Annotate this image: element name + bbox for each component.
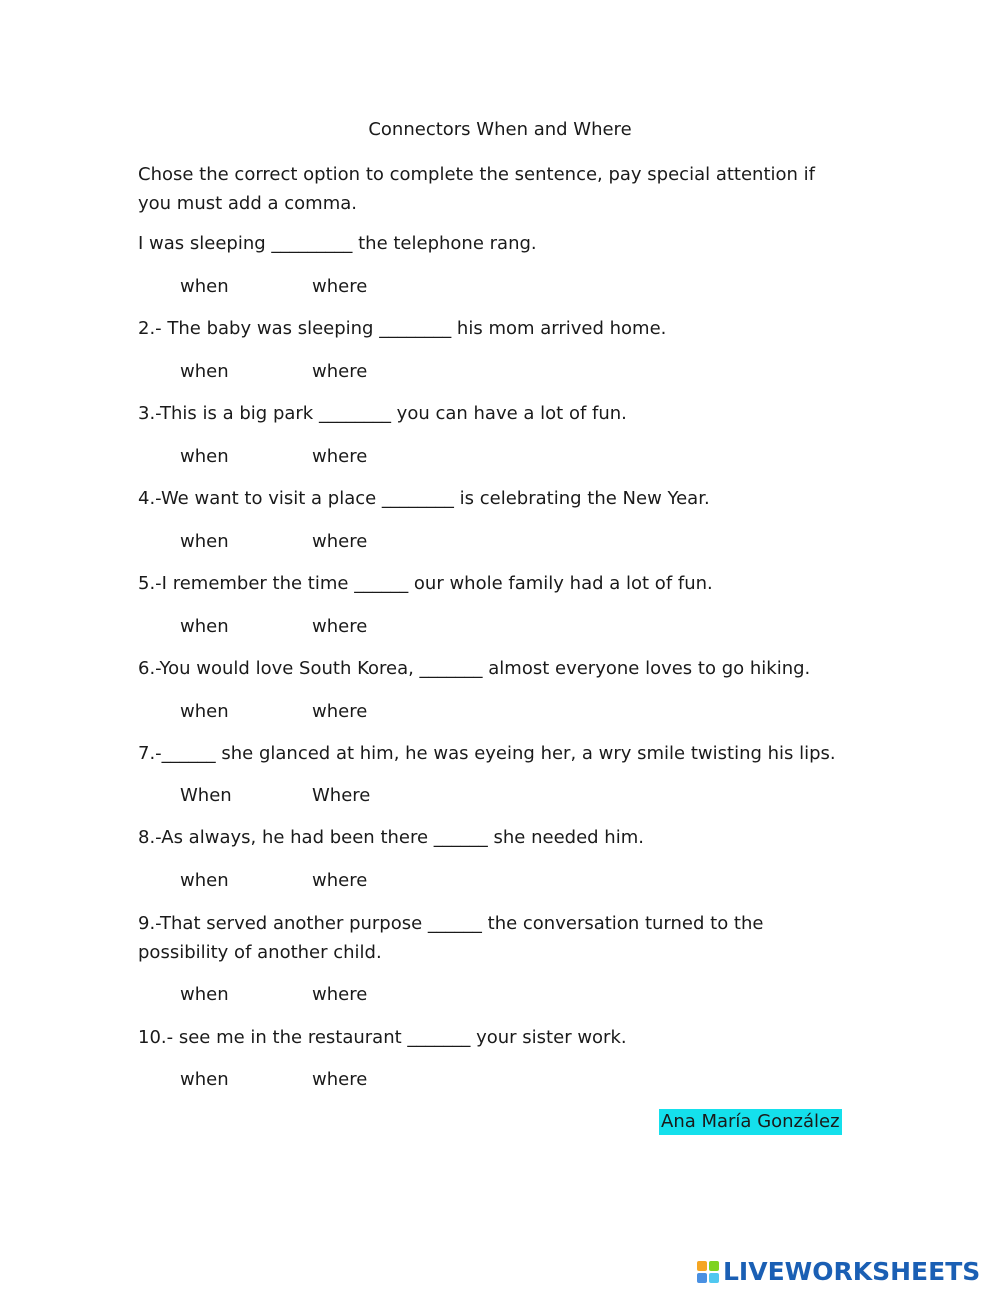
logo-tile-i xyxy=(709,1261,719,1271)
q10-option-where[interactable]: where xyxy=(312,1069,368,1090)
q3-option-when[interactable]: when xyxy=(180,446,229,467)
q7-option-when[interactable]: When xyxy=(180,785,232,806)
liveworksheets-logo xyxy=(697,1257,980,1287)
q7-option-where[interactable]: Where xyxy=(312,785,371,806)
q6-option-when[interactable]: when xyxy=(180,701,229,722)
q6-option-where[interactable]: where xyxy=(312,701,368,722)
page-title: Connectors When and Where xyxy=(368,119,632,140)
question-6: 6.-You would love South Korea, _______ almost everyone loves to go hiking. xyxy=(138,658,811,679)
q1-option-where[interactable]: where xyxy=(312,276,368,297)
author-name: Ana María González xyxy=(659,1109,842,1135)
q8-option-when[interactable]: when xyxy=(180,870,229,891)
logo-tile-e xyxy=(709,1273,719,1283)
q1-option-when[interactable]: when xyxy=(180,276,229,297)
q2-option-when[interactable]: when xyxy=(180,361,229,382)
question-3: 3.-This is a big park ________ you can have a lot of fun. xyxy=(138,403,627,424)
question-4: 4.-We want to visit a place ________ is celebrating the New Year. xyxy=(138,488,710,509)
q3-option-where[interactable]: where xyxy=(312,446,368,467)
q2-option-where[interactable]: where xyxy=(312,361,368,382)
q4-option-when[interactable]: when xyxy=(180,531,229,552)
question-9: 9.-That served another purpose ______ the conversation turned to the possibility of another child. xyxy=(138,913,764,963)
q4-option-where[interactable]: where xyxy=(312,531,368,552)
question-2: 2.- The baby was sleeping ________ his mom arrived home. xyxy=(138,318,667,339)
logo-tile-v xyxy=(697,1273,707,1283)
question-5: 5.-I remember the time ______ our whole family had a lot of fun. xyxy=(138,573,713,594)
q9-option-when[interactable]: when xyxy=(180,984,229,1005)
question-10: 10.- see me in the restaurant _______ your sister work. xyxy=(138,1027,627,1048)
q8-option-where[interactable]: where xyxy=(312,870,368,891)
logo-mark-icon xyxy=(697,1261,719,1283)
question-1: I was sleeping _________ the telephone rang. xyxy=(138,233,537,254)
question-7: 7.-______ she glanced at him, he was eyeing her, a wry smile twisting his lips. xyxy=(138,743,836,764)
q5-option-where[interactable]: where xyxy=(312,616,368,637)
logo-text: LIVEWORKSHEETS xyxy=(723,1257,981,1286)
instructions: Chose the correct option to complete the sentence, pay special attention if you must add a comma. xyxy=(138,164,816,214)
q5-option-when[interactable]: when xyxy=(180,616,229,637)
q10-option-when[interactable]: when xyxy=(180,1069,229,1090)
question-8: 8.-As always, he had been there ______ she needed him. xyxy=(138,827,644,848)
logo-tile-l xyxy=(697,1261,707,1271)
q9-option-where[interactable]: where xyxy=(312,984,368,1005)
